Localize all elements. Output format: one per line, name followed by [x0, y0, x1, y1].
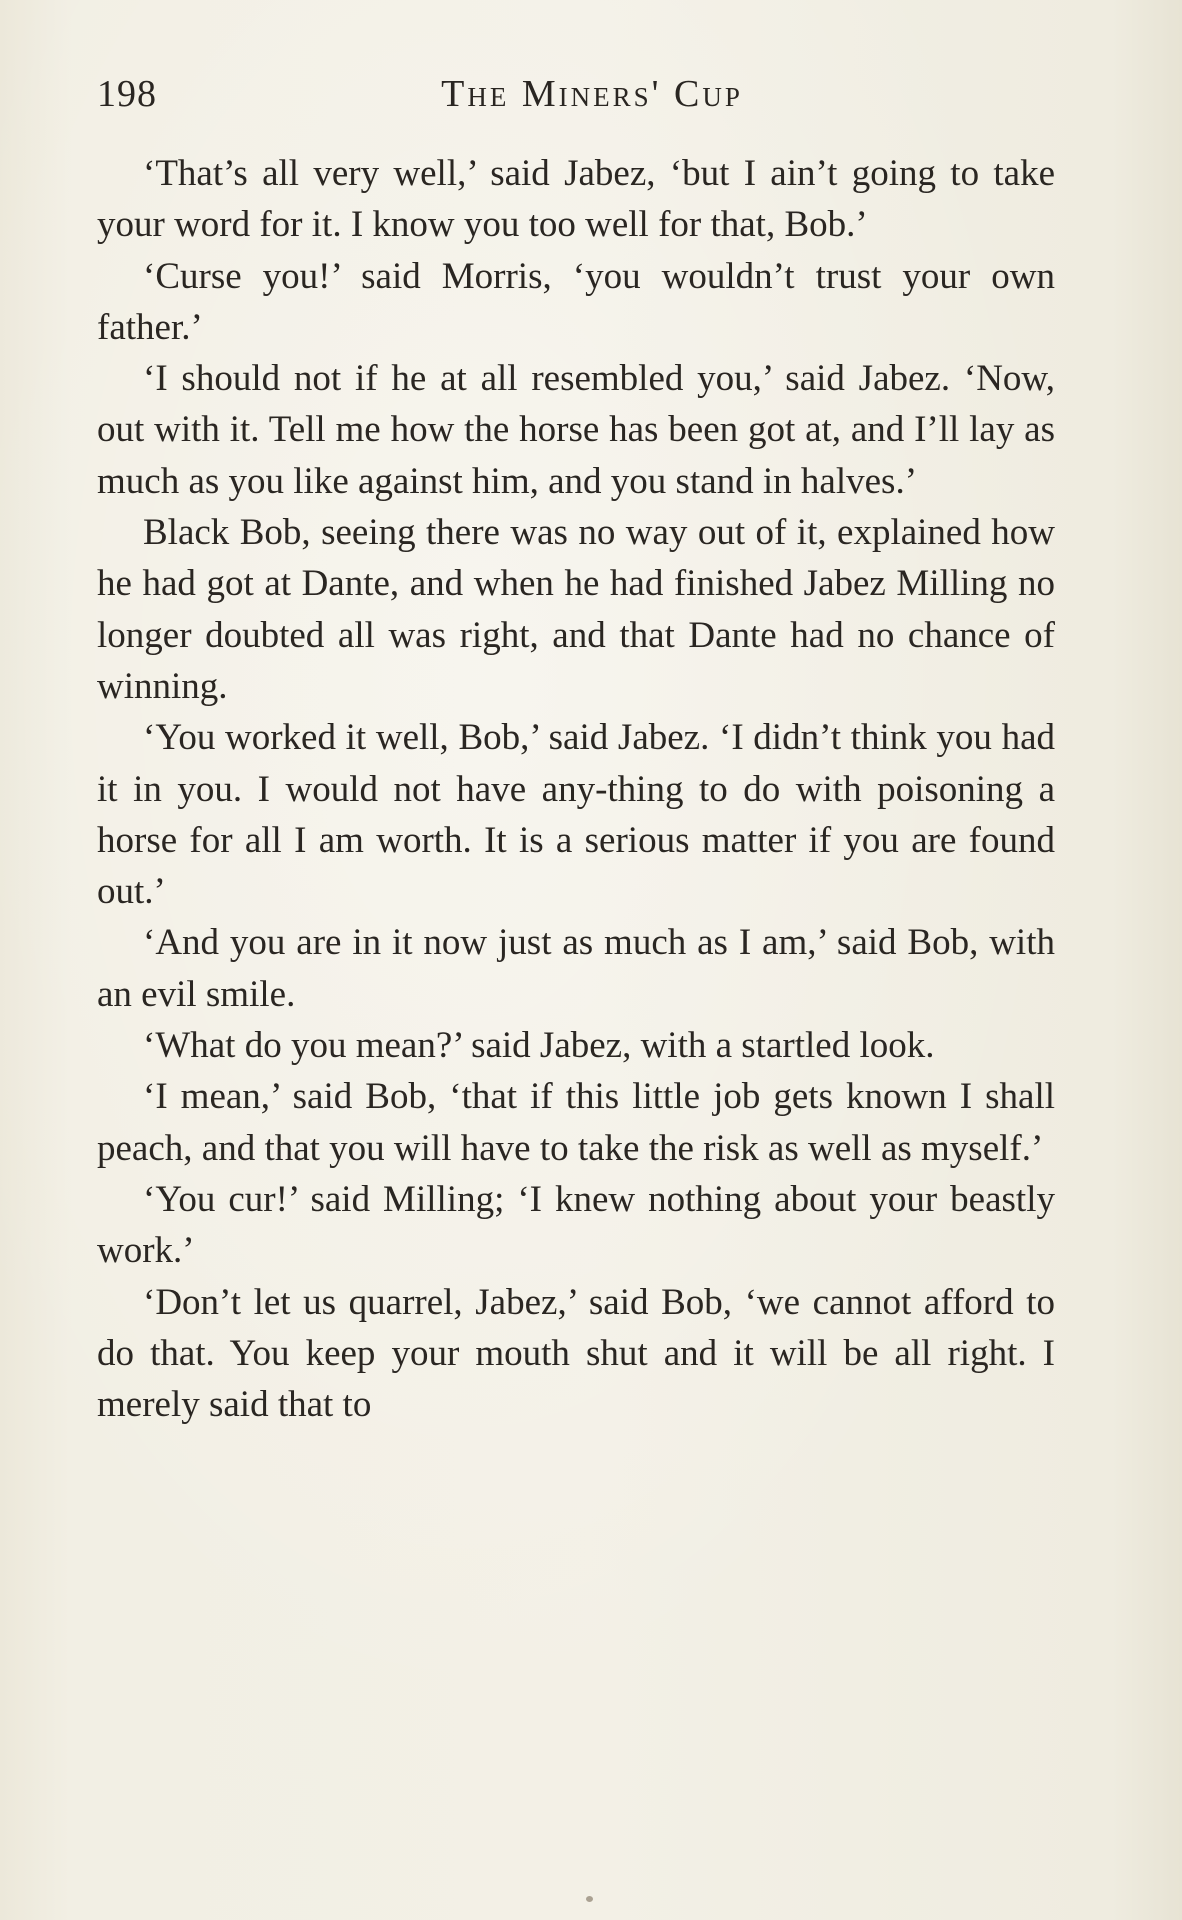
paragraph-6: ‘And you are in it now just as much as I am,’ said Bob, with an evil smile.	[97, 922, 1055, 1015]
paragraph-3: ‘I should not if he at all resembled you,’ said Jabez. ‘Now, out with it. Tell me how the horse has been got at, and I’ll lay as much as you like against him, and you stand in halves.’	[97, 358, 1055, 502]
paragraph-1: ‘That’s all very well,’ said Jabez, ‘but I ain’t going to take your word for it. I know you too well for that, Bob.’	[97, 153, 1055, 246]
paragraph-2: ‘Curse you!’ said Morris, ‘you wouldn’t trust your own father.’	[97, 255, 1055, 348]
paragraph-8: ‘I mean,’ said Bob, ‘that if this little job gets known I shall peach, and that you will have to take the risk as well as myself.’	[97, 1076, 1055, 1169]
paragraph-7: ‘What do you mean?’ said Jabez, with a startled look.	[143, 1025, 935, 1067]
paragraph-9: ‘You cur!’ said Milling; ‘I knew nothing about your beastly work.’	[97, 1178, 1055, 1272]
paragraph-10: ‘Don’t let us quarrel, Jabez,’ said Bob, ‘we cannot afford to do that. You keep your mouth shut and it will be all right. I merely said that to	[97, 1281, 1055, 1426]
page-header	[97, 72, 1047, 122]
running-title: The Miners' Cup	[441, 73, 743, 115]
page-number: 198	[97, 73, 157, 115]
paragraph-4: Black Bob, seeing there was no way out of it, explained how he had got at Dante, and when he had finished Jabez Milling no longer doubted all was right, and that Dante had no chance of winning.	[97, 512, 1055, 707]
paper-speck	[586, 1896, 593, 1902]
paragraph-5: ‘You worked it well, Bob,’ said Jabez. ‘I didn’t think you had it in you. I would not have any-thing to do with poisoning a horse for all I am worth. It is a serious matter if you are found out.’	[97, 717, 1055, 913]
body-text	[97, 148, 1055, 1430]
